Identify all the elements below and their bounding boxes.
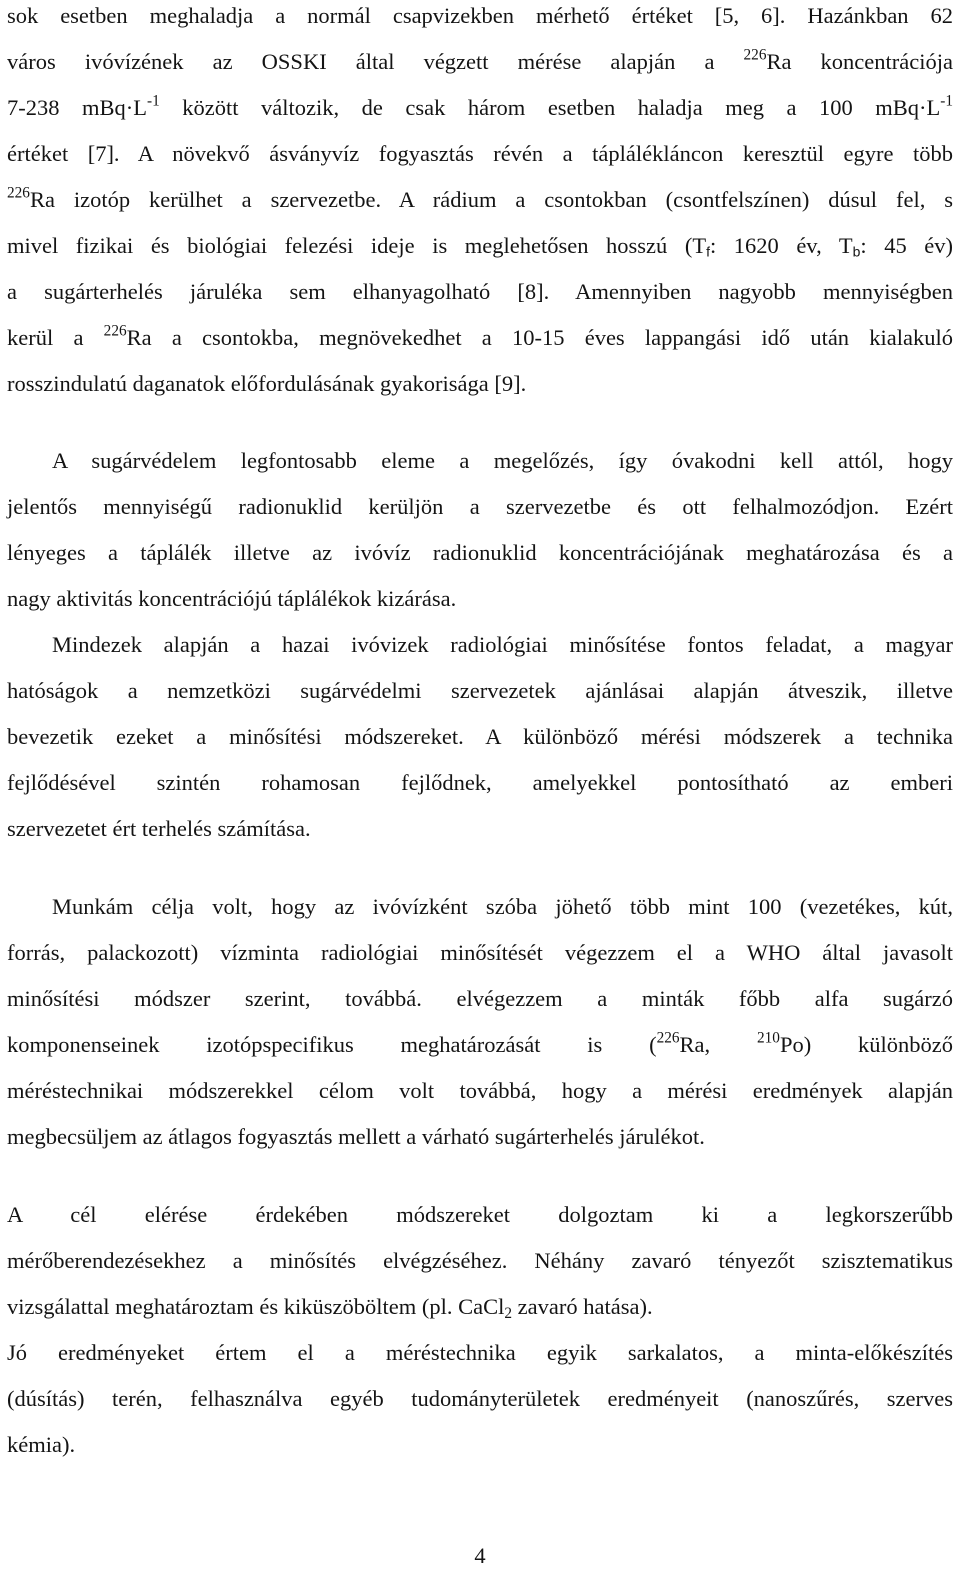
text-line: értéket [7]. A növekvő ásványvíz fogyasztás révén a táplálékláncon keresztül egyre több <box>7 141 953 166</box>
text-line: forrás, palackozott) vízminta radiológiai minősítését végezzem el a WHO által javasolt <box>7 940 953 965</box>
text-line: mérőberendezésekhez a minősítés elvégzéséhez. Néhány zavaró tényezőt szisztematikus <box>7 1248 953 1273</box>
paragraph-radium-intro <box>7 0 953 407</box>
text-line: szervezetet ért terhelés számítása. <box>7 816 311 841</box>
text-line: lényeges a táplálék illetve az ivóvíz radionuklid koncentrációjának meghatározása és a <box>7 540 953 565</box>
isotope-mass-number: 226 <box>743 46 767 64</box>
page-number: 4 <box>474 1543 486 1568</box>
text-line: rosszindulatú daganatok előfordulásának gyakorisága [9]. <box>7 371 527 396</box>
isotope-mass-number: 226 <box>103 322 127 340</box>
paragraph-results <box>7 1330 953 1468</box>
text-line: Jó eredményeket értem el a méréstechnika egyik sarkalatos, a minta-előkészítés <box>7 1340 953 1365</box>
paragraph-qualification-methods <box>7 622 953 852</box>
isotope-mass-number: 226 <box>656 1029 680 1047</box>
isotope-mass-number: 226 <box>7 184 30 202</box>
half-life-subscript: f <box>706 243 710 260</box>
text-line: a sugárterhelés járuléka sem elhanyagolható [8]. Amennyiben nagyobb mennyiségben <box>7 279 953 304</box>
text-line: A cél elérése érdekében módszereket dolgoztam ki a legkorszerűbb <box>7 1202 953 1227</box>
half-life-subscript: b <box>852 243 861 260</box>
text-line: komponenseinek izotópspecifikus meghatározását is ($^{226}$Ra, $^{210}$Po) különböző <box>7 1029 953 1057</box>
text-line: hatóságok a nemzetközi sugárvédelmi szervezetek ajánlásai alapján átveszik, illetve <box>7 678 953 703</box>
unit-exponent: -1 <box>147 92 160 110</box>
text-line: jelentős mennyiségű radionuklid kerüljön a szervezetbe és ott felhalmozódjon. Ezért <box>7 494 953 519</box>
paragraph-radiation-protection <box>7 438 953 622</box>
paragraph-aims <box>7 884 953 1160</box>
isotope-mass-number: 210 <box>756 1029 780 1047</box>
text-line: $^{226}$Ra izotóp kerülhet a szervezetbe. A rádium a csontokban (csontfelszínen) dúsul fel, s <box>7 184 953 212</box>
text-line: méréstechnikai módszerekkel célom volt továbbá, hogy a mérési eredmények alapján <box>7 1078 953 1103</box>
paragraph-methods-developed <box>7 1192 953 1330</box>
text-line: kémia). <box>7 1432 76 1457</box>
text-line: A sugárvédelem legfontosabb eleme a megelőzés, így óvakodni kell attól, hogy <box>52 448 953 473</box>
text-line: sok esetben meghaladja a normál csapvizekben mérhető értéket [5, 6]. Hazánkban 62 <box>7 3 953 28</box>
text-line: (dúsítás) terén, felhasználva egyéb tudományterületek eredményeit (nanoszűrés, szerves <box>7 1386 953 1411</box>
text-line: 7-238 $mBq\cdot L^{-1}$ között változik, de csak három esetben haladja meg a 100 $mBq\cdot L^{-1}$ <box>7 92 953 120</box>
text-line: város ivóvízének az OSSKI által végzett mérése alapján a $^{226}$Ra koncentrációja <box>7 46 953 74</box>
text-line: Mindezek alapján a hazai ivóvizek radiológiai minősítése fontos feladat, a magyar <box>52 632 953 657</box>
text-line: fejlődésével szintén rohamosan fejlődnek, amelyekkel pontosítható az emberi <box>7 770 953 795</box>
text-line: megbecsüljem az átlagos fogyasztás mellett a várható sugárterhelés járulékot. <box>7 1124 705 1149</box>
text-line: nagy aktivitás koncentrációjú táplálékok kizárása. <box>7 586 457 611</box>
text-line: mivel fizikai és biológiai felezési ideje is meglehetősen hosszú ($T_f$: 1620 év, $T_b$: 45 év) <box>7 233 953 260</box>
unit-exponent: -1 <box>940 92 953 110</box>
text-line: kerül a $^{226}$Ra a csontokba, megnövekedhet a 10-15 éves lappangási idő után kialakuló <box>7 322 954 350</box>
text-line: vizsgálattal meghatároztam és kiküszöböltem (pl. CaCl$_2$ zavaró hatása). <box>7 1294 653 1322</box>
chemical-subscript: 2 <box>504 1304 513 1322</box>
text-line: minősítési módszer szerint, továbbá. elvégezzem a minták főbb alfa sugárzó <box>7 986 953 1011</box>
text-line: Munkám célja volt, hogy az ivóvízként szóba jöhető több mint 100 (vezetékes, kút, <box>52 894 953 919</box>
text-line: bevezetik ezeket a minősítési módszereket. A különböző mérési módszerek a technika <box>7 724 953 749</box>
